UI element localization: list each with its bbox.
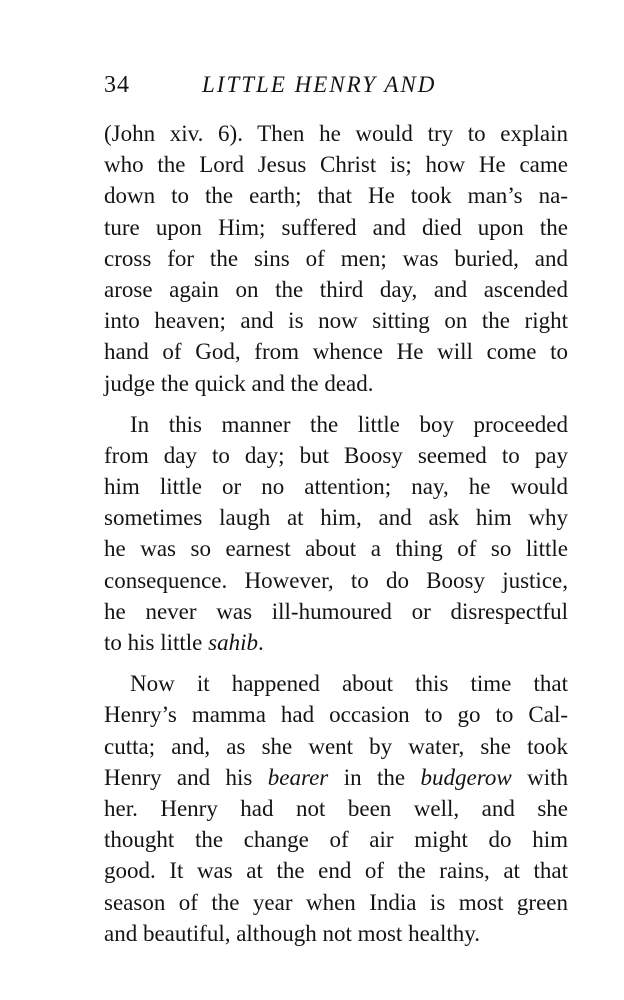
text-line — [104, 627, 568, 658]
text-line: judge the quick and the dead. — [104, 370, 374, 396]
text-line: into heaven; and is now sitting on the right — [104, 308, 568, 334]
text-line: thought the change of air might do him — [104, 827, 568, 853]
text-line: her. Henry had not been well, and she — [104, 795, 568, 821]
paragraph-2 — [104, 409, 568, 659]
text-line: In this manner the little boy proceeded — [130, 411, 568, 437]
text-segment: with — [511, 764, 568, 790]
text-line: he never was ill-humoured or disrespectful — [104, 598, 568, 624]
text-line: good. It was at the end of the rains, at that — [104, 858, 568, 884]
text-line: hand of God, from whence He will come to — [104, 339, 568, 365]
italic-word: sahib — [208, 630, 258, 655]
text-line: who the Lord Jesus Christ is; how He came — [104, 152, 568, 178]
text-line: arose again on the third day, and ascended — [104, 276, 568, 302]
text-line — [104, 762, 568, 793]
text-line: cross for the sins of men; was buried, and — [104, 245, 568, 271]
text-line: down to the earth; that He took man’s na- — [104, 183, 568, 209]
text-line: and beautiful, although not most healthy. — [104, 920, 481, 946]
text-line: ture upon Him; suffered and died upon the — [104, 214, 568, 240]
text-line: season of the year when India is most green — [104, 889, 568, 915]
paragraph-3 — [104, 668, 568, 949]
italic-word: budgerow — [420, 764, 512, 790]
running-head — [104, 72, 568, 104]
running-head-title: LITTLE HENRY AND — [202, 72, 437, 97]
text-line: Now it happened about this time that — [130, 671, 568, 697]
page-number: 34 — [104, 72, 130, 98]
text-segment: . — [257, 630, 264, 655]
italic-word: bearer — [267, 764, 329, 790]
text-line: (John xiv. 6). Then he would try to explain — [104, 121, 568, 146]
paragraph-1 — [104, 118, 568, 399]
body-text — [104, 118, 568, 949]
text-line: Henry’s mamma had occasion to go to Cal- — [104, 702, 568, 728]
text-line: consequence. However, to do Boosy justice, — [104, 567, 568, 593]
text-line: him little or no attention; nay, he would — [104, 474, 568, 500]
text-line: sometimes laugh at him, and ask him why — [104, 505, 568, 531]
text-segment: Henry and his — [104, 764, 268, 790]
text-line: he was so earnest about a thing of so little — [104, 536, 568, 562]
text-segment: to his little — [104, 630, 209, 655]
text-line: from day to day; but Boosy seemed to pay — [104, 442, 568, 468]
text-line: cutta; and, as she went by water, she took — [104, 733, 568, 759]
text-segment: in the — [328, 764, 421, 790]
